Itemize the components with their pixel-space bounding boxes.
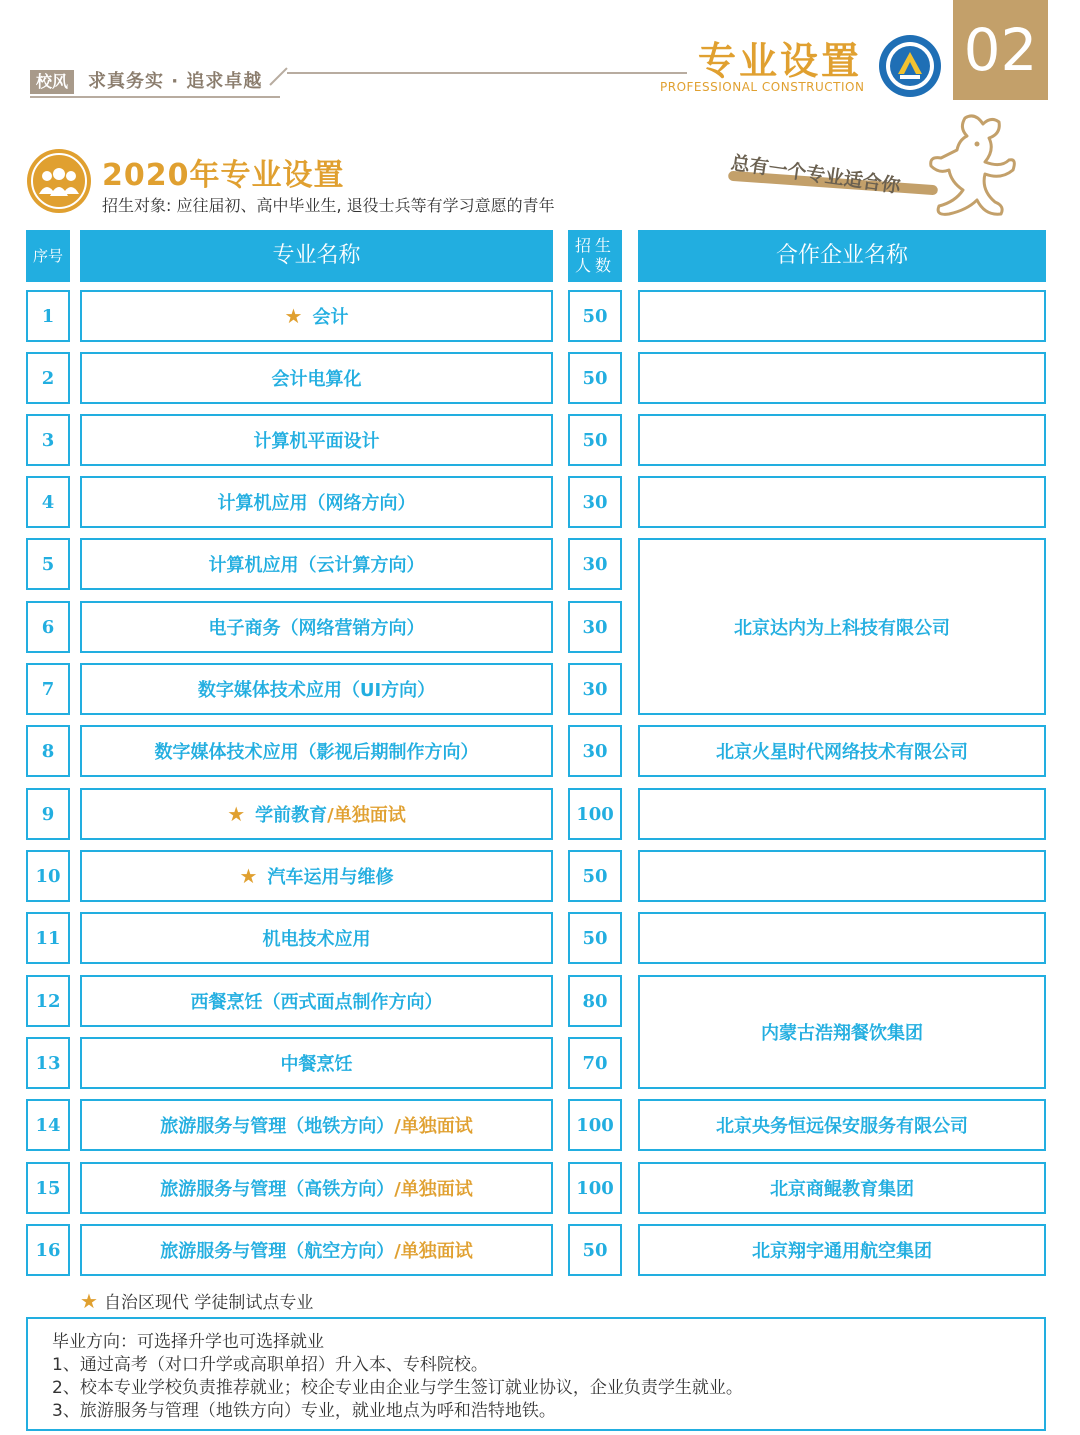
header-divider-upper [287, 72, 687, 74]
row-index: 8 [26, 725, 70, 777]
major-name-cell [80, 1224, 553, 1276]
partner-cell [638, 912, 1046, 964]
row-index: 10 [26, 850, 70, 902]
major-name: 学前教育 [255, 805, 328, 826]
row-index: 5 [26, 538, 70, 590]
major-name-cell [80, 414, 553, 466]
school-motto: 求真务实 · 追求卓越 [88, 71, 263, 92]
interview-note: /单独面试 [394, 1241, 473, 1262]
partner-cell: 北京商鲲教育集团 [638, 1162, 1046, 1214]
major-name: 计算机应用（网络方向） [217, 493, 416, 514]
quota-cell: 100 [568, 1099, 622, 1151]
notes-line: 2、校本专业学校负责推荐就业；校企专业由企业与学生签订就业协议，企业负责学生就业。 [52, 1378, 743, 1398]
row-index: 12 [26, 975, 70, 1027]
row-index: 1 [26, 290, 70, 342]
major-name: 计算机平面设计 [253, 431, 380, 452]
header-divider [30, 96, 280, 98]
row-index: 11 [26, 912, 70, 964]
row-index: 13 [26, 1037, 70, 1089]
page-number: 02 [953, 0, 1048, 100]
people-group-icon [26, 148, 92, 214]
row-index: 9 [26, 788, 70, 840]
partner-cell: 北京央务恒远保安服务有限公司 [638, 1099, 1046, 1151]
major-name: 会计电算化 [271, 369, 362, 390]
major-name: 中餐烹饪 [280, 1054, 353, 1075]
row-index: 4 [26, 476, 70, 528]
quota-cell: 80 [568, 975, 622, 1027]
quota-cell: 30 [568, 476, 622, 528]
major-name-cell [80, 1099, 553, 1151]
partner-cell [638, 788, 1046, 840]
quota-cell: 50 [568, 1224, 622, 1276]
section-title: 专业设置 [698, 39, 863, 83]
major-name: 机电技术应用 [262, 929, 371, 950]
header-quota-line1: 招生 [574, 236, 615, 255]
quota-cell: 100 [568, 788, 622, 840]
major-name: 会计 [312, 307, 349, 328]
star-icon: ★ [239, 864, 258, 888]
partner-cell: 北京翔宇通用航空集团 [638, 1224, 1046, 1276]
partner-cell [638, 414, 1046, 466]
legend [80, 1288, 313, 1313]
quota-cell: 50 [568, 352, 622, 404]
major-name: 旅游服务与管理（航空方向） [160, 1241, 395, 1262]
major-name-cell [80, 850, 553, 902]
row-index: 14 [26, 1099, 70, 1151]
quota-cell: 50 [568, 850, 622, 902]
header-index: 序号 [26, 230, 70, 282]
partner-cell [638, 290, 1046, 342]
header-divider-slant [269, 67, 287, 85]
major-name: 旅游服务与管理（高铁方向） [160, 1179, 395, 1200]
header-major: 专业名称 [80, 230, 553, 282]
quota-cell: 30 [568, 663, 622, 715]
major-name: 旅游服务与管理（地铁方向） [160, 1116, 395, 1137]
major-name: 计算机应用（云计算方向） [208, 555, 425, 576]
major-name-cell [80, 538, 553, 590]
quota-cell: 30 [568, 601, 622, 653]
major-name-cell [80, 975, 553, 1027]
partner-cell-merged: 北京达内为上科技有限公司 [638, 538, 1046, 715]
quota-cell: 50 [568, 290, 622, 342]
major-name-cell [80, 912, 553, 964]
major-name-cell [80, 290, 553, 342]
quota-cell: 50 [568, 414, 622, 466]
graduation-notes [26, 1317, 1046, 1431]
major-name-cell [80, 476, 553, 528]
major-name: 电子商务（网络营销方向） [208, 618, 425, 639]
row-index: 16 [26, 1224, 70, 1276]
partner-cell: 北京火星时代网络技术有限公司 [638, 725, 1046, 777]
interview-note: /单独面试 [394, 1116, 473, 1137]
mascot-rabbit-icon [905, 110, 1030, 220]
notes-heading: 毕业方向：可选择升学也可选择就业 [52, 1332, 324, 1352]
quota-cell: 100 [568, 1162, 622, 1214]
major-name-cell [80, 725, 553, 777]
partner-cell-merged: 内蒙古浩翔餐饮集团 [638, 975, 1046, 1089]
interview-note: /单独面试 [394, 1179, 473, 1200]
quota-cell: 70 [568, 1037, 622, 1089]
major-name: 汽车运用与维修 [267, 867, 394, 888]
legend-text: 自治区现代 学徒制试点专业 [103, 1293, 314, 1313]
major-name-cell [80, 1162, 553, 1214]
major-name: 西餐烹饪（西式面点制作方向） [190, 992, 443, 1013]
partner-cell [638, 850, 1046, 902]
motto-tag: 校风 [30, 70, 74, 94]
star-icon: ★ [284, 304, 303, 328]
header-partner: 合作企业名称 [638, 230, 1046, 282]
notes-line: 3、旅游服务与管理（地铁方向）专业，就业地点为呼和浩特地铁。 [52, 1401, 556, 1421]
enrollment-target: 招生对象: 应往届初、高中毕业生, 退役士兵等有学习意愿的青年 [102, 196, 555, 215]
major-name-cell [80, 352, 553, 404]
row-index: 3 [26, 414, 70, 466]
star-icon: ★ [80, 1289, 98, 1313]
partner-cell [638, 352, 1046, 404]
partner-cell [638, 476, 1046, 528]
row-index: 2 [26, 352, 70, 404]
row-index: 6 [26, 601, 70, 653]
header-quota [568, 230, 622, 282]
school-emblem-icon [878, 34, 942, 98]
major-name: 数字媒体技术应用（影视后期制作方向） [154, 742, 479, 763]
quota-cell: 30 [568, 538, 622, 590]
quota-cell: 50 [568, 912, 622, 964]
major-name-cell [80, 788, 553, 840]
slogan: 总有一个专业适合你 [729, 151, 902, 198]
notes-line: 1、通过高考（对口升学或高职单招）升入本、专科院校。 [52, 1355, 488, 1375]
major-name-cell [80, 1037, 553, 1089]
quota-cell: 30 [568, 725, 622, 777]
section-subtitle: PROFESSIONAL CONSTRUCTION [660, 80, 865, 94]
star-icon: ★ [227, 802, 246, 826]
major-name-cell [80, 663, 553, 715]
row-index: 15 [26, 1162, 70, 1214]
major-name-cell [80, 601, 553, 653]
major-name: 数字媒体技术应用（UI方向） [197, 680, 436, 701]
row-index: 7 [26, 663, 70, 715]
interview-note: /单独面试 [327, 805, 406, 826]
page-title: 2020年专业设置 [102, 158, 345, 193]
header-quota-line2: 人数 [574, 256, 615, 275]
